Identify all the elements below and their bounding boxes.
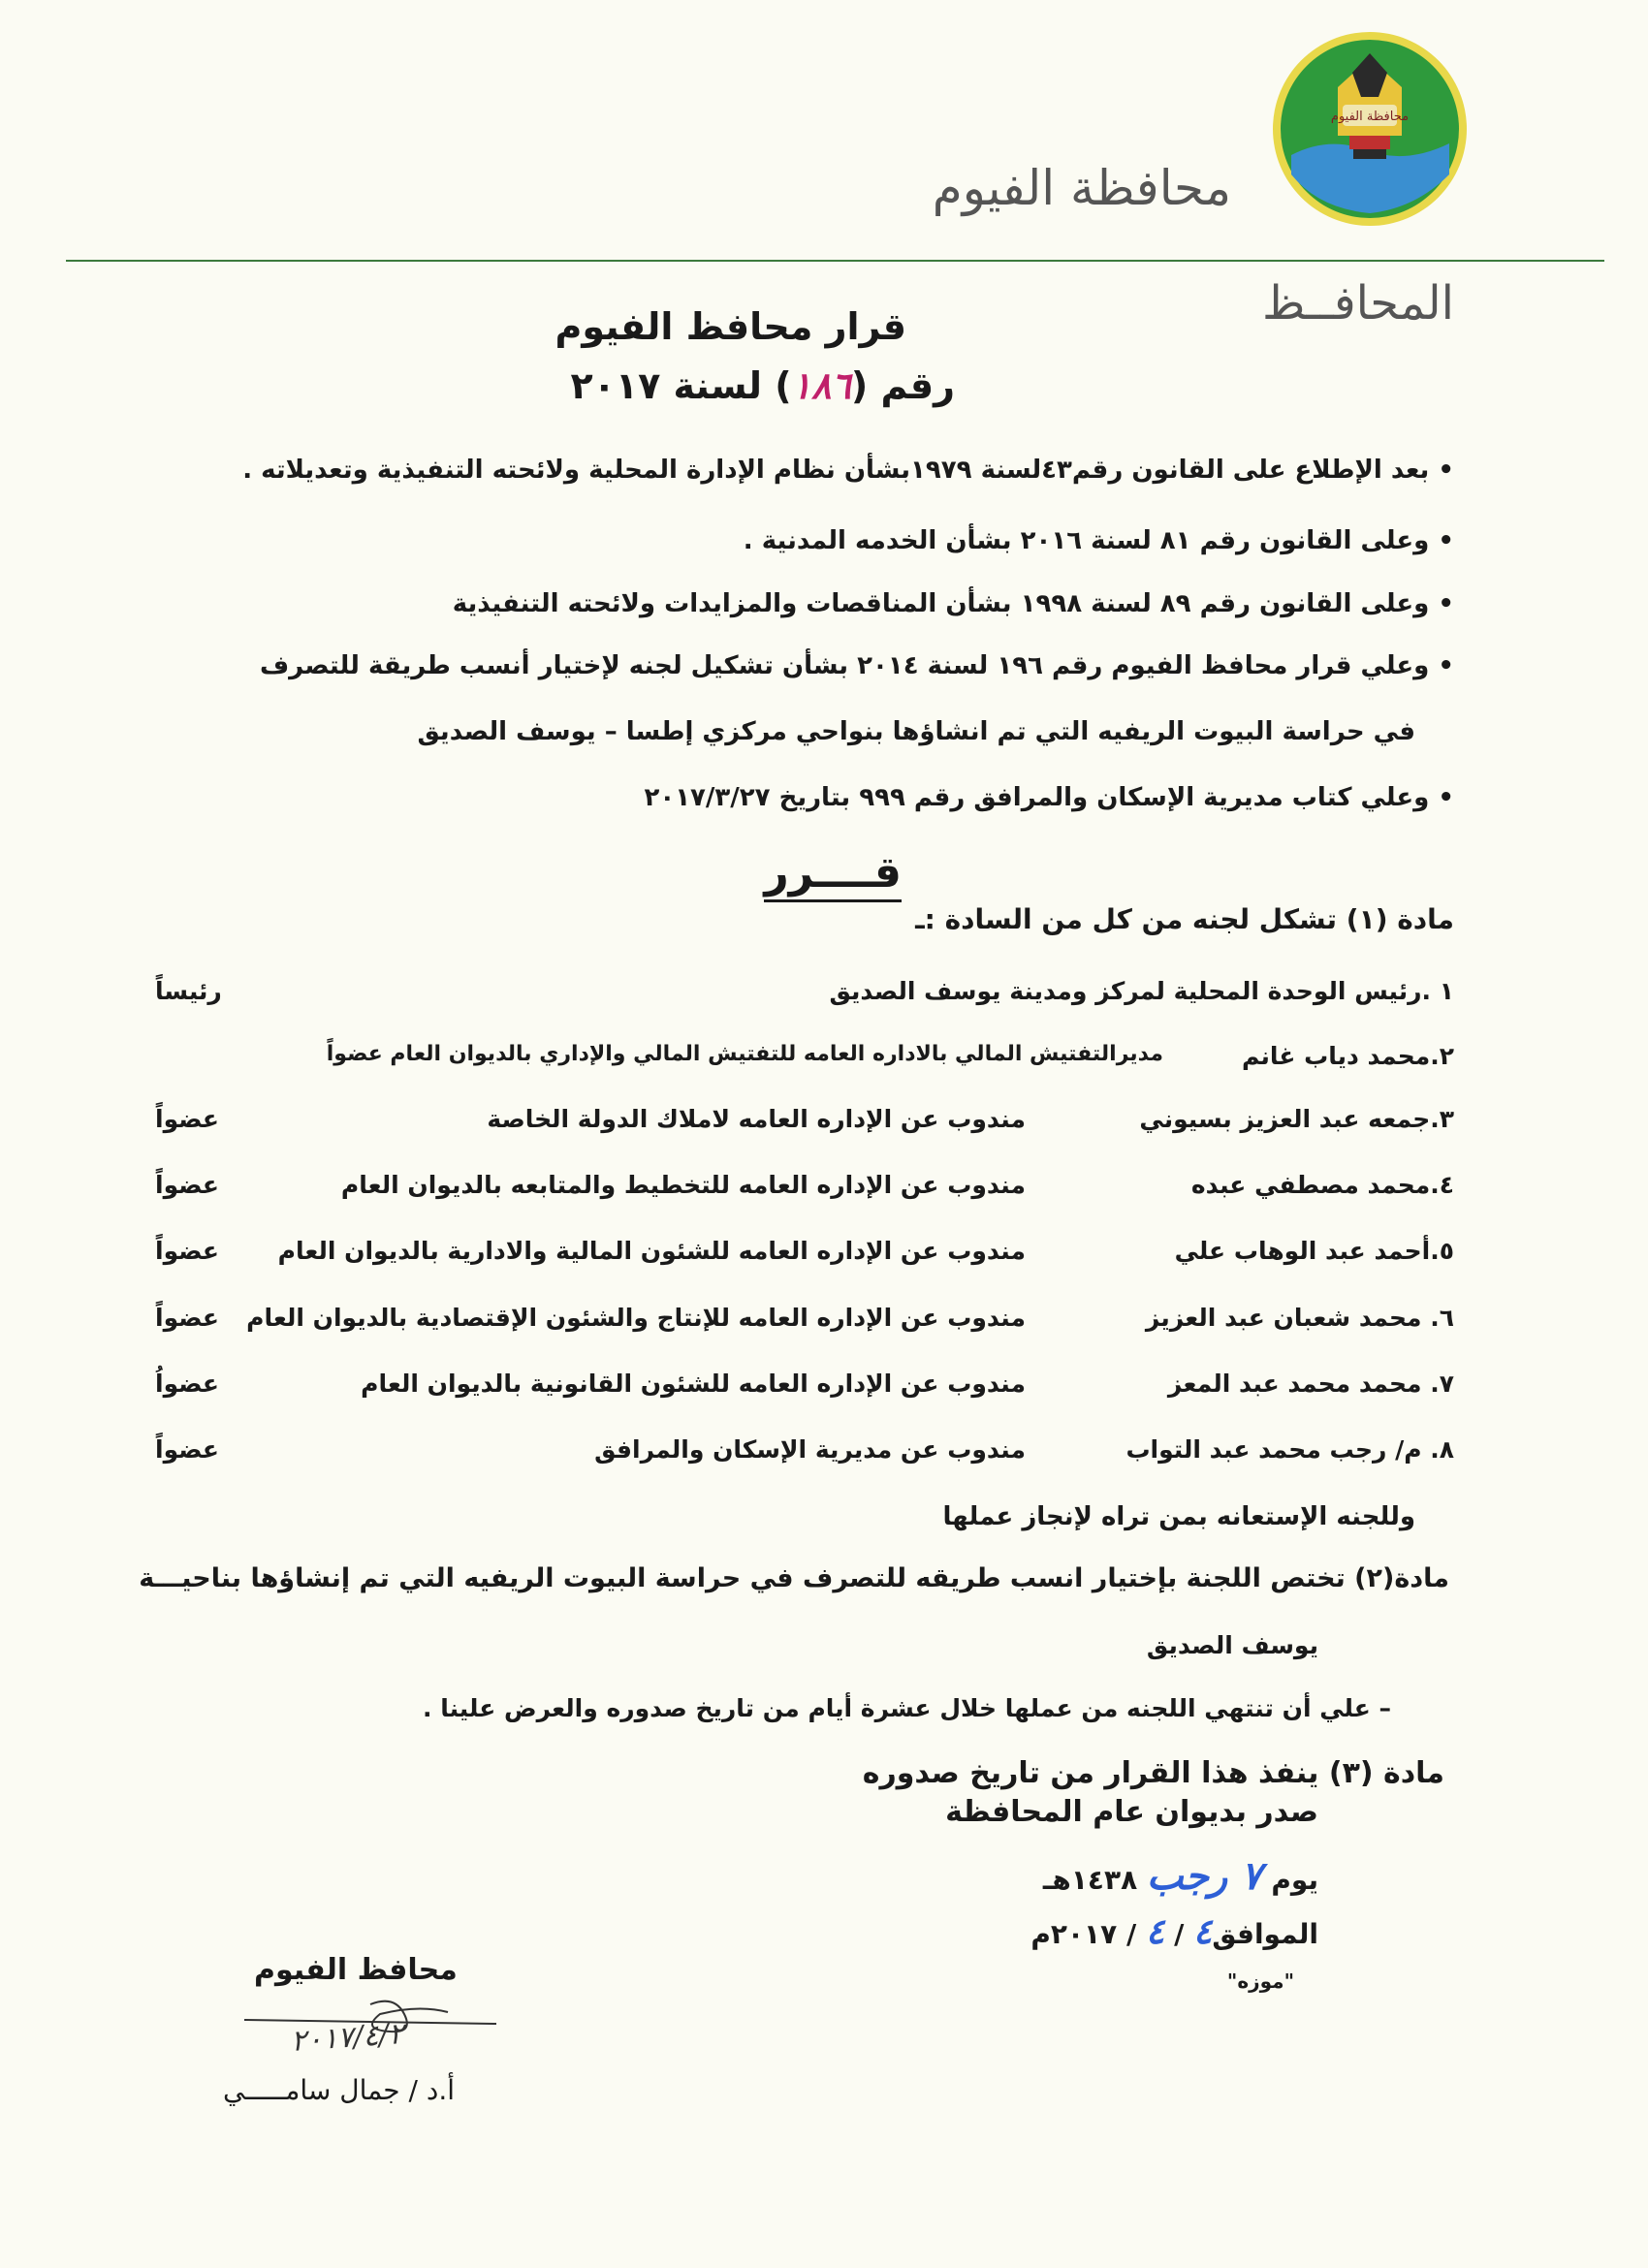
decision-number-prefix: رقم ( [850,364,955,407]
member-role: مندوب عن الإداره العامه للشئون المالية والادارية بالديوان العام [277,1237,1026,1265]
member-role: مندوب عن مديرية الإسكان والمرافق [594,1435,1026,1464]
article-2-note: – علي أن تنتهي اللجنه من عملها خلال عشرة أيام من تاريخ صدوره والعرض علينا . [423,1694,1391,1722]
article-1-intro: مادة (١) تشكل لجنه من كل من السادة :ـ [915,903,1454,935]
member-status: عضواً [155,1304,219,1332]
date-sep: / [1125,1918,1137,1950]
member-row [155,1435,1454,1474]
logo-text: محافظة الفيوم [1330,110,1410,124]
header-divider [66,260,1604,262]
member-status: رئيساً [155,977,222,1005]
signatory-title: محافظ الفيوم [254,1953,458,1987]
member-status: عضواً [155,1435,219,1464]
member-role: مندوب عن الإداره العامه لاملاك الدولة الخاصة [487,1105,1026,1133]
day-label: يوم [1271,1864,1318,1896]
member-row [155,1370,1454,1408]
article-3-text: مادة (٣) ينفذ هذا القرار من تاريخ صدوره [862,1756,1444,1790]
governorate-logo [1270,29,1470,229]
article-1-closing: وللجنه الإستعانه بمن تراه لإنجاز عملها [942,1502,1415,1531]
member-role: مندوب عن الإداره العامه للتخطيط والمتابعه بالديوان العام [340,1171,1026,1199]
preamble-item: • وعلى القانون رقم ٨٩ لسنة ١٩٩٨ بشأن المناقصات والمزايدات ولائحته التنفيذية [453,589,1454,618]
member-name: ٧. محمد محمد عبد المعز [1167,1370,1454,1398]
month-num: ٤ [1145,1911,1165,1952]
issue-gregorian [1030,1911,1318,1952]
member-name: ١ .رئيس الوحدة المحلية لمركز ومدينة يوسف الصديق [829,977,1454,1005]
member-name: ٥.أحمد عبد الوهاب علي [1174,1237,1454,1265]
issued-at: صدر بديوان عام المحافظة [945,1795,1318,1829]
member-status: عضواُ [155,1370,219,1398]
member-role: مندوب عن الإداره العامه للإنتاج والشئون الإقتصادية بالديوان العام [246,1304,1026,1332]
member-role: مندوب عن الإداره العامه للشئون القانونية بالديوان العام [361,1370,1026,1398]
hijri-year: ١٤٣٨هـ [1042,1864,1138,1896]
preamble-item: • وعلى القانون رقم ٨١ لسنة ٢٠١٦ بشأن الخدمه المدنية . [744,526,1454,555]
member-row [155,977,1454,1016]
member-status: عضواً [155,1105,219,1133]
preamble-item: • وعلي قرار محافظ الفيوم رقم ١٩٦ لسنة ٢٠١٤ بشأن تشكيل لجنه لإختيار أنسب طريقة للتصرف [260,651,1454,680]
member-name: ٣.جمعه عبد العزيز بسيوني [1139,1105,1454,1133]
date-sep: / [1174,1918,1185,1950]
member-name: ٨. م/ رجب محمد عبد التواب [1125,1435,1454,1464]
member-row [155,1304,1454,1342]
article-2-text: مادة(٢) تختص اللجنة بإختيار انسب طريقه للتصرف في حراسة البيوت الريفيه التي تم إنشاؤها بناحيـــة [139,1563,1449,1593]
decree-heading: قــــرر [764,848,902,902]
corresponding-label: الموافق [1212,1918,1318,1950]
decision-number-suffix: ) لسنة ٢٠١٧ [570,364,792,407]
member-name: ٦. محمد شعبان عبد العزيز [1145,1304,1454,1332]
decision-title: قرار محافظ الفيوم [555,305,906,348]
typist-initials: "موزه" [1226,1969,1294,1993]
preamble-item: • وعلي كتاب مديرية الإسكان والمرافق رقم ٩٩٩ بتاريخ ٢٠١٧/٣/٢٧ [644,783,1454,812]
member-row [155,1105,1454,1144]
member-name: ٤.محمد مصطفي عبده [1190,1171,1454,1199]
member-role: مديرالتفتيش المالي بالاداره العامه للتفتيش المالي والإداري بالديوان العام عضواً [326,1042,1163,1066]
preamble-item: • بعد الإطلاع على القانون رقم٤٣لسنة ١٩٧٩بشأن نظام الإدارة المحلية ولائحته التنفيذية وتعديلاته . [242,456,1454,485]
member-name: ٢.محمد دياب غانم [1241,1042,1454,1070]
article-2-continuation: يوسف الصديق [1146,1631,1318,1659]
signatory-name: أ.د / جمال سامـــــي [223,2074,455,2106]
member-status: عضواً [155,1237,219,1265]
office-title: المحافــظ [1262,276,1454,331]
governorate-name: محافظة الفيوم [932,160,1231,216]
member-row [155,1237,1454,1276]
signature-date: ٢٠١٧/٤/٢ [289,2016,405,2060]
preamble-continuation: في حراسة البيوت الريفيه التي تم انشاؤها بنواحي مركزي إطسا – يوسف الصديق [417,717,1415,746]
day-handwritten: ٧ رجب [1146,1853,1262,1899]
member-status: عضواً [155,1171,219,1199]
member-row [155,1171,1454,1210]
member-row [155,1042,1454,1081]
decision-number-handwritten: ١٨٦ [791,363,851,407]
decision-number [571,363,956,407]
gregorian-year: ٢٠١٧م [1030,1918,1118,1950]
day-num: ٤ [1193,1911,1213,1952]
issue-day [1043,1853,1318,1899]
